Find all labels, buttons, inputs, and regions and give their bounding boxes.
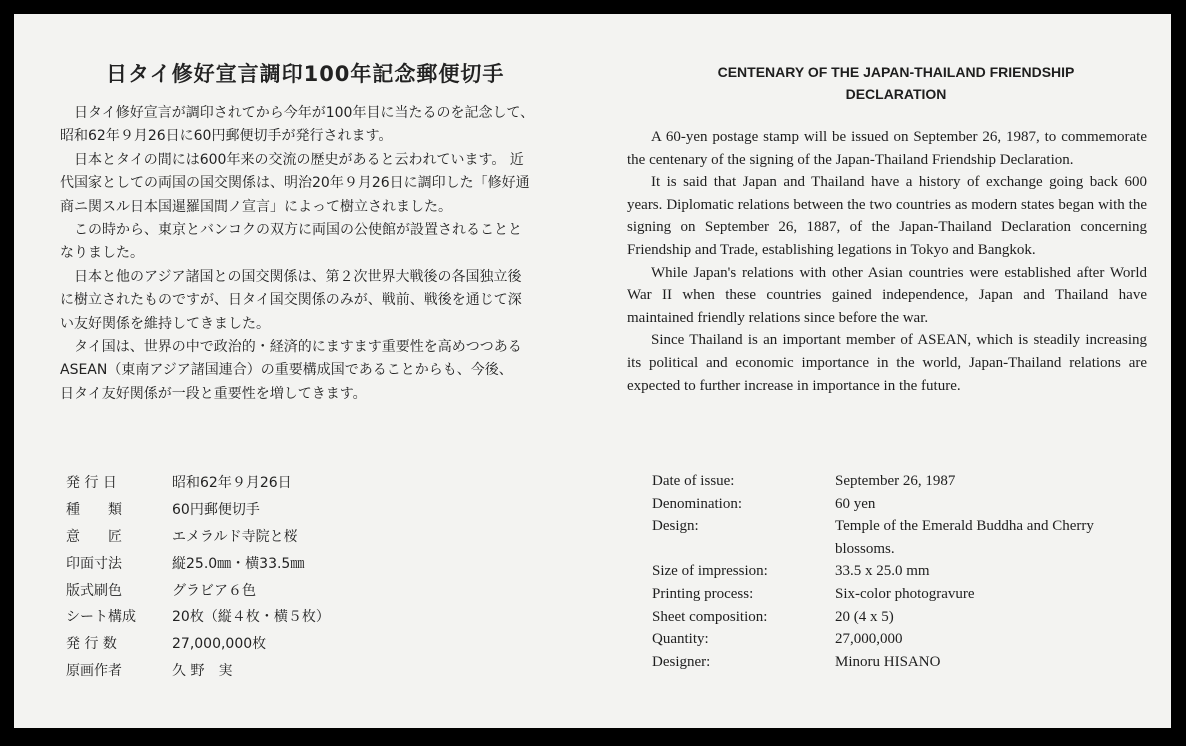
en-spec-value: 60 yen [835, 495, 876, 512]
jp-spec-label: 種 類 [66, 502, 122, 519]
japanese-title: 日タイ修好宣言調印100年記念郵便切手 [106, 62, 505, 86]
jp-text: 商ニ関スル日本国 [60, 198, 172, 215]
en-spec-row [652, 606, 1135, 629]
jp-spec-label: 印面寸法 [66, 555, 122, 572]
jp-spec-label: シート構成 [66, 609, 136, 626]
jp-text: 国間ノ宣言」によって樹立されました。 [200, 198, 452, 215]
jp-spec-value: 27,000,000枚 [172, 636, 267, 653]
jp-line: 日本とタイの間には600年来の交流の歴史があると云われています。 近 [74, 151, 524, 168]
jp-line: 日タイ修好宣言が調印されてから今年が100年目に当たるのを記念して、 [74, 105, 535, 121]
jp-line: この時から、東京とバンコクの双方に両国の公使館が設置されることと [74, 222, 522, 239]
jp-spec-label: 発 行 数 [66, 636, 117, 653]
jp-spec-value: 20枚（縦４枚・横５枚） [172, 609, 330, 626]
jp-spec-row [66, 549, 330, 576]
en-paragraph [627, 329, 1147, 397]
english-title [636, 61, 1156, 105]
jp-spec-row [66, 496, 330, 523]
en-spec-row [652, 493, 1135, 516]
en-spec-row [652, 515, 1135, 560]
jp-spec-row [66, 630, 330, 657]
jp-spec-value: 昭和62年９月26日 [172, 475, 292, 492]
en-spec-value: Six-color photogravure [835, 585, 975, 602]
en-spec-row [652, 560, 1135, 583]
en-paragraph-text: It is said that Japan and Thailand have a history of exchange going back 600 years. Diplomatic relations between the two countries as modern states began with the signing on September 26, 1887, of the Japan-Thailand Declaration concerning Friendship and Trade, establishing legations in Tokyo and Bangkok. [627, 174, 1147, 258]
en-spec-label: Size of impression: [652, 563, 768, 580]
jp-spec-label: 版式刷色 [66, 582, 122, 599]
jp-spec-label: 意 匠 [66, 528, 122, 545]
jp-spec-row [66, 657, 330, 684]
en-spec-label: Date of issue: [652, 473, 735, 489]
jp-line: に樹立されたものですが、日タイ国交関係のみが、戦前、戦後を通じて深 [60, 292, 522, 309]
japanese-specs [66, 469, 330, 683]
jp-line: タイ国は、世界の中で政治的・経済的にますます重要性を高めつつある [74, 339, 522, 356]
english-specs [652, 470, 1135, 673]
en-spec-row [652, 651, 1135, 674]
japanese-body [60, 102, 590, 406]
jp-spec-label: 原画作者 [66, 662, 122, 679]
jp-spec-label: 発 行 日 [66, 475, 117, 492]
en-spec-label: Denomination: [652, 495, 742, 512]
en-spec-row [652, 583, 1135, 606]
jp-spec-value: 縦25.0㎜・横33.5㎜ [172, 555, 305, 572]
japanese-column [14, 14, 614, 728]
jp-spec-value: グラビア６色 [172, 582, 256, 599]
en-spec-value: 33.5 x 25.0 mm [835, 563, 930, 580]
english-title-line: CENTENARY OF THE JAPAN-THAILAND FRIENDSHIP [717, 64, 1075, 80]
en-spec-label: Quantity: [652, 631, 709, 648]
en-spec-value: September 26, 1987 [835, 473, 956, 489]
en-paragraph-text: While Japan's relations with other Asian countries were established after World War II when these countries gained independence, Japan and Thailand have maintained friendly relations since before the war. [627, 264, 1147, 326]
jp-spec-row [66, 576, 330, 603]
jp-line: ASEAN（東南アジア諸国連合）の重要構成国であることからも、今後、 [60, 362, 513, 379]
en-spec-label: Sheet composition: [652, 608, 768, 625]
jp-spec-row [66, 523, 330, 550]
en-spec-value: 27,000,000 [835, 631, 903, 648]
en-paragraph [627, 126, 1147, 171]
ruby-word [172, 196, 200, 219]
jp-line-with-ruby [60, 196, 590, 219]
jp-line: 代国家としての両国の国交関係は、明治20年９月26日に調印した「修好通 [60, 175, 530, 192]
en-spec-value: Temple of the Emerald Buddha and Cherry blossoms. [835, 518, 1094, 557]
jp-spec-value: エメラルド寺院と桜 [172, 528, 298, 545]
en-spec-value: Minoru HISANO [835, 653, 941, 670]
jp-line: い友好関係を維持してきました。 [60, 315, 270, 332]
en-paragraph-text: A 60-yen postage stamp will be issued on September 26, 1987, to commemorate the centenary of the signing of the Japan-Thailand Friendship Declaration. [627, 129, 1147, 168]
en-spec-label: Design: [652, 518, 699, 535]
jp-line: なりました。 [60, 245, 144, 262]
en-paragraph-text: Since Thailand is an important member of ASEAN, which is steadily increasing its political and economic importance in the world, Japan-Thailand relations are expected to further increase in importance in the future. [627, 332, 1147, 394]
en-paragraph [627, 262, 1147, 330]
jp-spec-row [66, 603, 330, 630]
en-spec-row [652, 470, 1135, 493]
en-spec-label: Printing process: [652, 585, 754, 602]
jp-line: 昭和62年９月26日に60円郵便切手が発行されます。 [60, 128, 393, 145]
jp-spec-value: 久 野 実 [172, 662, 233, 679]
en-paragraph [627, 171, 1147, 261]
leaflet-sheet [14, 14, 1171, 728]
en-spec-row [652, 628, 1135, 651]
english-body [627, 126, 1147, 397]
jp-spec-row [66, 469, 330, 496]
ruby-base: 暹羅 [172, 198, 200, 215]
english-column [614, 14, 1171, 728]
jp-spec-value: 60円郵便切手 [172, 502, 260, 519]
english-title-line: DECLARATION [845, 86, 947, 102]
jp-line: 日タイ友好関係が一段と重要性を増してきます。 [60, 385, 367, 402]
en-spec-value: 20 (4 x 5) [835, 608, 894, 625]
jp-line: 日本と他のアジア諸国との国交関係は、第２次世界大戦後の各国独立後 [74, 268, 522, 285]
en-spec-label: Designer: [652, 653, 711, 670]
